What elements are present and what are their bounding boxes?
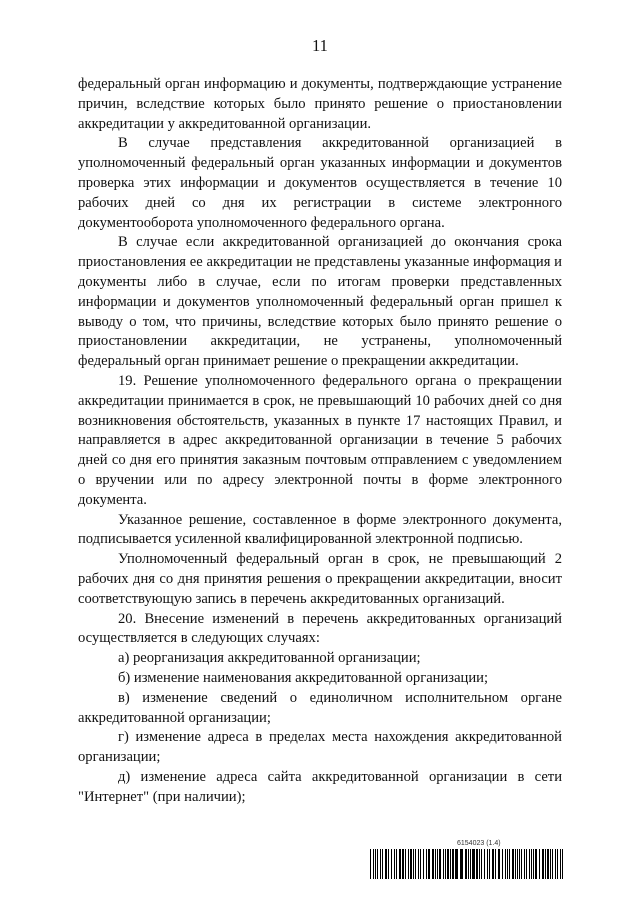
document-body — [78, 75, 562, 807]
paragraph: Уполномоченный федеральный орган в срок, не превышающий 2 рабочих дня со дня принятия решения о прекращении аккредитации, вносит соответствующую запись в перечень аккредитованных организаций. — [78, 551, 562, 607]
list-item: в) изменение сведений о единоличном исполнительном органе аккредитованной организации; — [78, 689, 562, 726]
barcode-icon — [370, 849, 563, 879]
paragraph: федеральный орган информацию и документы, подтверждающие устранение причин, вследствие которых было принято решение о приостановлении аккредитации у аккредитованной организации. — [78, 76, 562, 132]
document-code: 6154023 (1.4) — [457, 840, 501, 847]
paragraph: 20. Внесение изменений в перечень аккредитованных организаций осуществляется в следующих случаях: — [78, 610, 562, 647]
list-item: г) изменение адреса в пределах места нахождения аккредитованной организации; — [78, 729, 562, 766]
paragraph: В случае если аккредитованной организацией до окончания срока приостановления ее аккредитации не представлены указанные информация и документы либо в случае, если по итогам проверки представленных информации и документов уполномоченный федеральный орган пришел к выводу о том, что причины, вследствие которых было принято решение о приостановлении аккредитации, не устранены, уполномоченный федеральный орган принимает решение о прекращении аккредитации. — [78, 234, 562, 370]
list-item: б) изменение наименования аккредитованной организации; — [118, 669, 489, 686]
list-item: д) изменение адреса сайта аккредитованной организации в сети "Интернет" (при наличии); — [78, 768, 562, 805]
paragraph: Указанное решение, составленное в форме электронного документа, подписывается усиленной квалифицированной электронной подписью. — [78, 511, 562, 548]
list-item: а) реорганизация аккредитованной организации; — [118, 650, 421, 667]
page-number: 11 — [312, 36, 328, 55]
paragraph: В случае представления аккредитованной организацией в уполномоченный федеральный орган указанных информации и документов проверка этих информации и документов осуществляется в течение 10 рабочих дней со дня их регистрации в системе электронного документооборота уполномоченного федерального органа. — [78, 135, 562, 231]
paragraph: 19. Решение уполномоченного федерального органа о прекращении аккредитации принимается в срок, не превышающий 10 рабочих дней со дня возникновения обстоятельств, указанных в пункте 17 настоящих Правил, и направляется в адрес аккредитованной организации в течение 5 рабочих дней со дня его принятия заказным почтовым отправлением с уведомлением о вручении или по адресу электронной почты в форме электронного документа. — [78, 372, 562, 508]
